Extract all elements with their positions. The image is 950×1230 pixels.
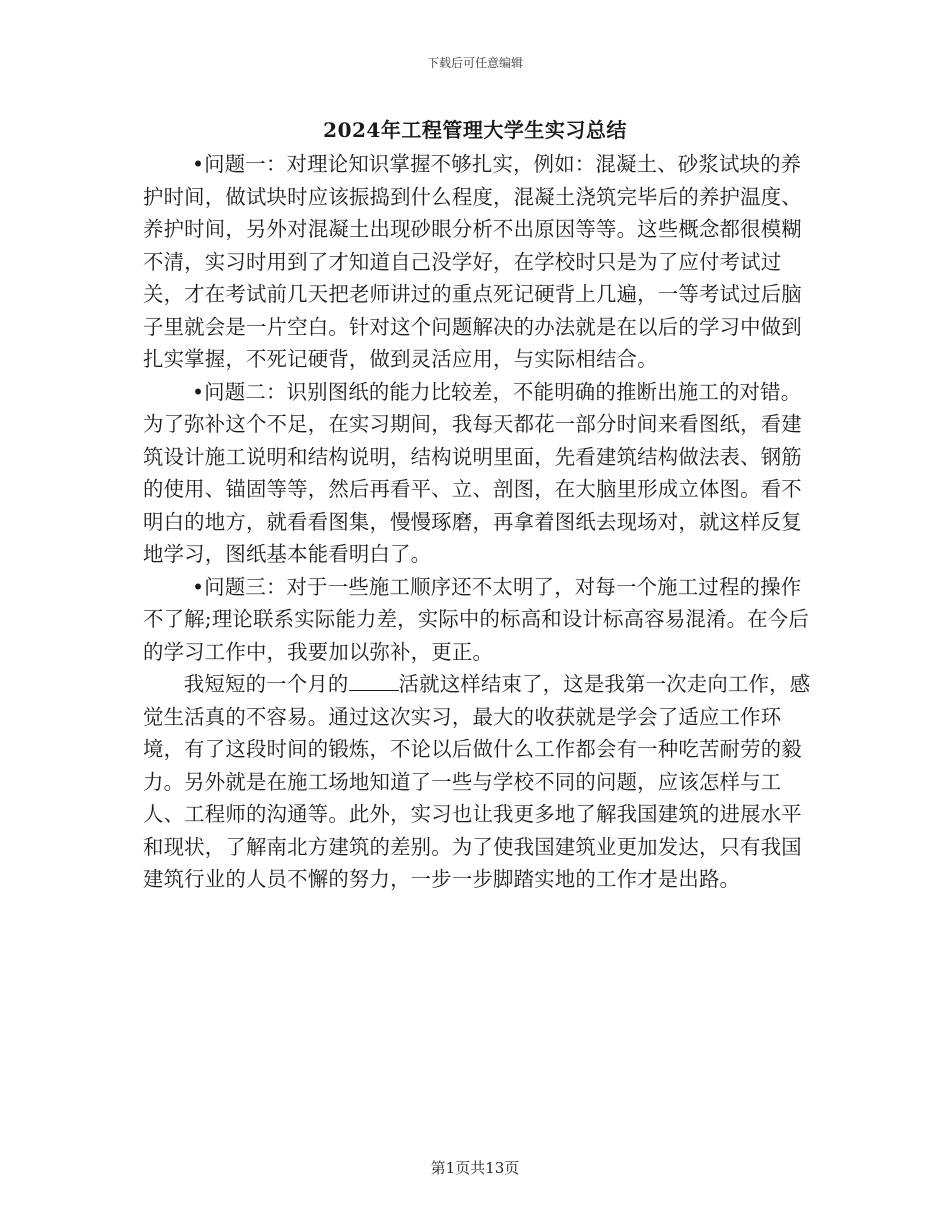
paragraph-issue-three: •问题三：对于一些施工顺序还不太明了，对每一个施工过程的操作不了解;理论联系实际能力差，实际中的标高和设计标高容易混淆。在今后的学习工作中，我要加以弥补，更正。: [143, 574, 809, 664]
closing-text-rest: 活就这样结束了，这是我第一次走向工作，感觉生活真的不容易。通过这次实习，最大的收获就是学会了适应工作环境，有了这段时间的锻炼，不论以后做什么工作都会有一种吃苦耐劳的毅力。另外就是在施工场地知道了一些与学校不同的问题，应该怎样与工人、工程师的沟通等。此外，实习也让我更多地了解我国建筑的进展水平和现状，了解南北方建筑的差别。为了使我国建筑业更加发达，只有我国建筑行业的人员不懈的努力，一步一步脚踏实地的工作才是出路。: [143, 672, 811, 891]
fill-in-blank: [349, 672, 399, 691]
closing-text-start: 我短短的一个月的: [183, 672, 349, 696]
document-title: 2024年工程管理大学生实习总结: [323, 118, 627, 142]
header-note: 下载后可任意编辑: [426, 56, 523, 70]
document-body: [143, 148, 813, 896]
paragraph-issue-one: •问题一：对理论知识掌握不够扎实，例如：混凝土、砂浆试块的养护时间，做试块时应该振捣到什么程度，混凝土浇筑完毕后的养护温度、养护时间，另外对混凝土出现砂眼分析不出原因等等。这些概念都很模糊不清，实习时用到了才知道自己没学好，在学校时只是为了应付考试过关，才在考试前几天把老师讲过的重点死记硬背上几遍，一等考试过后脑子里就会是一片空白。针对这个问题解决的办法就是在以后的学习中做到扎实掌握，不死记硬背，做到灵活应用，与实际相结合。: [143, 152, 802, 371]
paragraph-closing: [143, 668, 813, 896]
page-number: 第1页共13页: [430, 1159, 520, 1177]
paragraph-issue-two: •问题二：识别图纸的能力比较差，不能明确的推断出施工的对错。为了弥补这个不足，在实习期间，我每天都花一部分时间来看图纸，看建筑设计施工说明和结构说明，结构说明里面，先看建筑结构做法表、钢筋的使用、锚固等等，然后再看平、立、剖图，在大脑里形成立体图。看不明白的地方，就看看图集，慢慢琢磨，再拿着图纸去现场对，就这样反复地学习，图纸基本能看明白了。: [143, 379, 802, 566]
